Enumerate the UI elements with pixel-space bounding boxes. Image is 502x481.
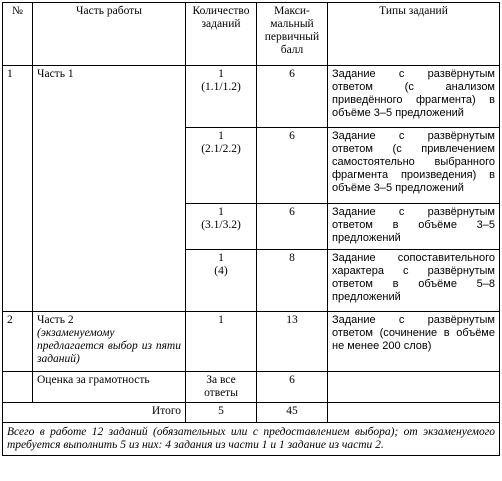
part1-task4-type: Задание сопоставительного характера с развёрнутым ответом в объёме 5–8 предложений <box>328 250 500 312</box>
literacy-num <box>3 372 33 403</box>
part1-num: 1 <box>3 66 33 312</box>
count-value: 1 <box>218 252 224 264</box>
task-numbers: (4) <box>214 265 228 277</box>
header-types: Типы заданий <box>328 3 500 66</box>
part1-task4-count <box>186 250 257 312</box>
part1-task3-score: 6 <box>257 204 328 250</box>
part1-task2-count <box>186 128 257 204</box>
literacy-name: Оценка за грамотность <box>33 372 186 403</box>
task-numbers: (2.1/2.2) <box>201 143 241 155</box>
part2-name: Часть 2 <box>37 314 74 326</box>
header-max-score: Макси-мальный первичный балл <box>257 3 328 66</box>
footnote: Всего в работе 12 заданий (обязательных или с предоставлением выбора); от экзаменуемого требуется выполнить 5 из них: 4 задания из части 1 и 1 задание из части 2. <box>3 423 500 456</box>
count-value: 1 <box>218 206 224 218</box>
part1-task2-type: Задание с развёрнутым ответом (с привлечением самостоятельно выбранного фрагмента произведения) в объёме 3–5 предложений <box>328 128 500 204</box>
total-count: 5 <box>186 403 257 423</box>
part1-task3-count <box>186 204 257 250</box>
table-row <box>3 66 500 128</box>
part2-num: 2 <box>3 312 33 372</box>
part1-task3-type: Задание с развёрнутым ответом в объёме 3–5 предложений <box>328 204 500 250</box>
total-label: Итого <box>3 403 186 423</box>
literacy-score: 6 <box>257 372 328 403</box>
part2-count: 1 <box>186 312 257 372</box>
total-row <box>3 403 500 423</box>
header-part: Часть работы <box>33 3 186 66</box>
table-row <box>3 312 500 372</box>
literacy-type <box>328 372 500 403</box>
header-count: Количество заданий <box>186 3 257 66</box>
header-row <box>3 3 500 66</box>
task-numbers: (1.1/1.2) <box>201 81 241 93</box>
part1-task1-count <box>186 66 257 128</box>
part2-name-cell <box>33 312 186 372</box>
part1-name: Часть 1 <box>33 66 186 312</box>
count-value: 1 <box>218 68 224 80</box>
exam-structure-table <box>2 2 500 456</box>
part1-task1-type: Задание с развёрнутым ответом (с анализом приведённого фрагмента) в объёме 3–5 предложений <box>328 66 500 128</box>
total-score: 45 <box>257 403 328 423</box>
table-row <box>3 372 500 403</box>
part1-task1-score: 6 <box>257 66 328 128</box>
total-type <box>328 403 500 423</box>
count-value: 1 <box>218 130 224 142</box>
header-num: № <box>3 3 33 66</box>
footnote-row <box>3 423 500 456</box>
part2-type: Задание с развёрнутым ответом (сочинение в объёме не менее 200 слов) <box>328 312 500 372</box>
part2-note: (экзаменуемому предлагается выбор из пяти заданий) <box>37 327 181 365</box>
task-numbers: (3.1/3.2) <box>201 219 241 231</box>
literacy-count: За все ответы <box>186 372 257 403</box>
part1-task2-score: 6 <box>257 128 328 204</box>
part2-score: 13 <box>257 312 328 372</box>
part1-task4-score: 8 <box>257 250 328 312</box>
